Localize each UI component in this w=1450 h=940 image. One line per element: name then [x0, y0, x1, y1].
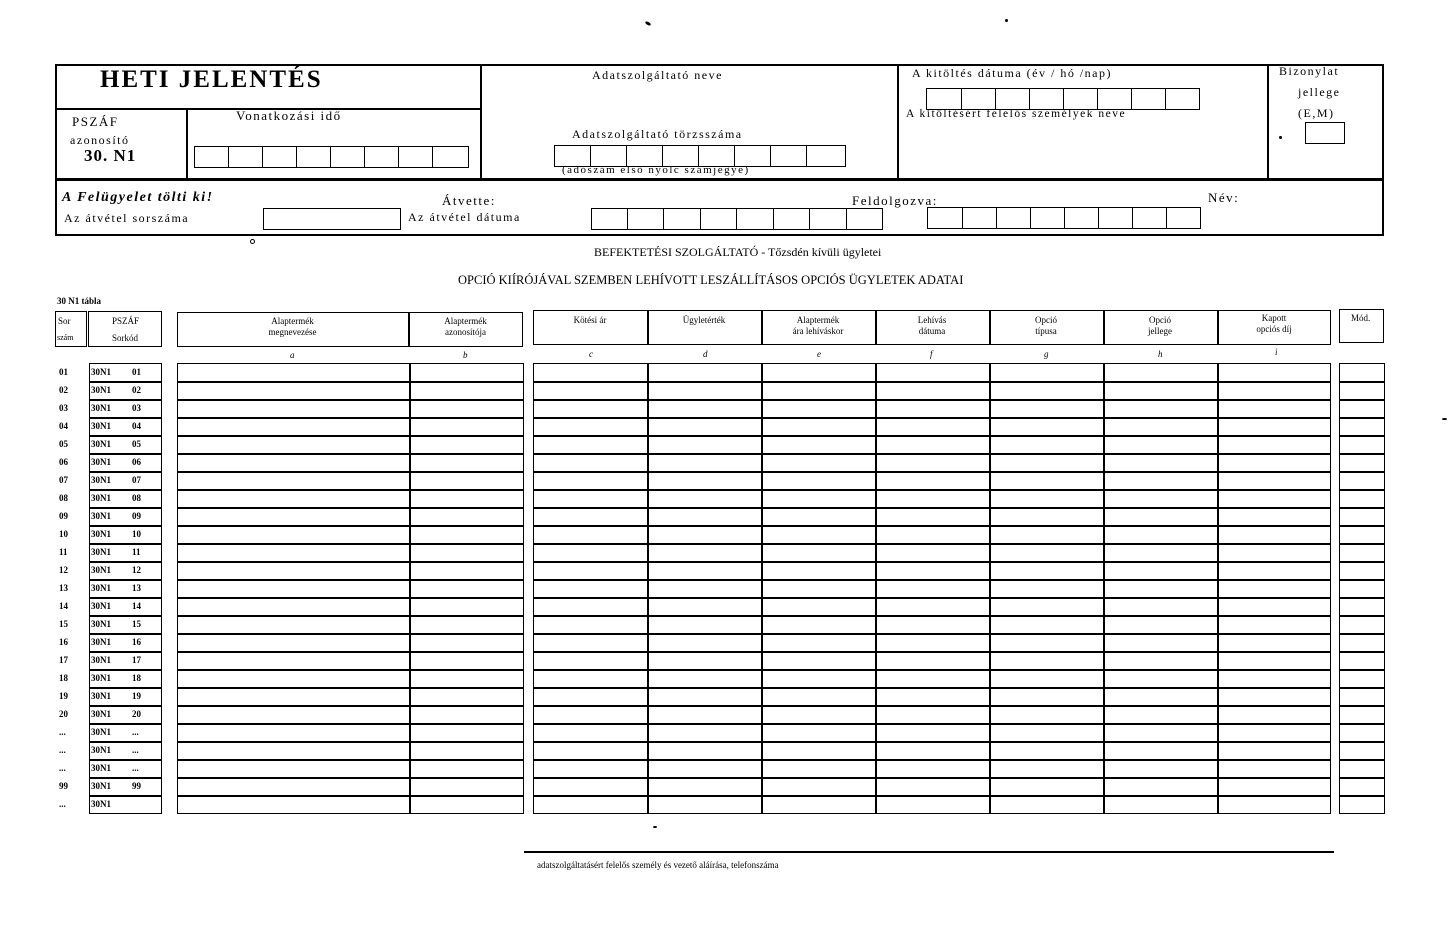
row-number: 04: [59, 421, 68, 431]
table-row[interactable]: [177, 687, 1385, 705]
table-row[interactable]: [177, 633, 1385, 651]
row-number: 10: [59, 529, 68, 539]
received-date-cells[interactable]: [591, 208, 883, 230]
row-code-suffix: 02: [132, 385, 141, 395]
responsible-label: A kitöltésért felelős személyek neve: [906, 108, 1127, 120]
row-number: 13: [59, 583, 68, 593]
scan-speck: [250, 239, 255, 244]
row-code: 30N1: [91, 745, 111, 755]
row-code: 30N1: [91, 691, 111, 701]
row-number: 07: [59, 475, 68, 485]
azonosito-label: azonosító: [70, 133, 130, 147]
row-number: 16: [59, 637, 68, 647]
table-row[interactable]: [177, 597, 1385, 615]
row-code: 30N1: [91, 565, 111, 575]
provider-reg-note: (adószám első nyolc számjegye): [562, 164, 750, 176]
row-code: 30N1: [91, 475, 111, 485]
table-row[interactable]: [177, 381, 1385, 399]
row-code-suffix: 13: [132, 583, 141, 593]
section-title: BEFEKTETÉSI SZOLGÁLTATÓ - Tőzsdén kívüli ügyletei: [594, 245, 882, 259]
row-code-suffix: 14: [132, 601, 141, 611]
row-number: 06: [59, 457, 68, 467]
row-number: 09: [59, 511, 68, 521]
row-code-suffix: 03: [132, 403, 141, 413]
row-code: 30N1: [91, 385, 111, 395]
row-code-suffix: 12: [132, 565, 141, 575]
supervision-title: A Felügyelet tölti ki!: [62, 190, 214, 205]
row-code: 30N1: [91, 403, 111, 413]
row-code-suffix: 20: [132, 709, 141, 719]
row-code-suffix: ...: [132, 763, 139, 773]
row-code: 30N1: [91, 601, 111, 611]
table-row[interactable]: [177, 615, 1385, 633]
fill-date-label: A kitöltés dátuma (év / hó /nap): [912, 66, 1112, 80]
processed-date-cells[interactable]: [927, 207, 1201, 229]
row-number: ...: [59, 799, 66, 809]
table-row[interactable]: [177, 417, 1385, 435]
table-row[interactable]: [177, 399, 1385, 417]
row-code: 30N1: [91, 457, 111, 467]
received-date-label: Az átvétel dátuma: [408, 210, 521, 224]
row-number: 19: [59, 691, 68, 701]
row-code-suffix: 10: [132, 529, 141, 539]
row-code-suffix: ...: [132, 745, 139, 755]
scan-speck: [1005, 19, 1008, 22]
processed-label: Feldolgozva:: [852, 193, 938, 208]
row-code: 30N1: [91, 493, 111, 503]
row-code: 30N1: [91, 673, 111, 683]
reference-period-label: Vonatkozási idő: [236, 108, 342, 123]
table-row[interactable]: [177, 741, 1385, 759]
table-row[interactable]: [177, 669, 1385, 687]
scan-speck: [1442, 418, 1447, 420]
row-number: 99: [59, 781, 68, 791]
serial-input[interactable]: [263, 208, 401, 230]
signature-line: [524, 851, 1334, 853]
table-row[interactable]: [177, 759, 1385, 777]
row-code-suffix: 01: [132, 367, 141, 377]
reference-period-cells[interactable]: [194, 146, 469, 168]
row-number: 20: [59, 709, 68, 719]
row-code-suffix: 16: [132, 637, 141, 647]
provider-name-label: Adatszolgáltató neve: [592, 68, 723, 82]
row-code-suffix: 15: [132, 619, 141, 629]
row-code: 30N1: [91, 655, 111, 665]
row-code: 30N1: [91, 763, 111, 773]
row-code: 30N1: [91, 709, 111, 719]
row-number: 18: [59, 673, 68, 683]
doc-type-input[interactable]: [1305, 122, 1345, 144]
row-number: 14: [59, 601, 68, 611]
row-code: 30N1: [91, 547, 111, 557]
fill-date-cells[interactable]: [926, 88, 1200, 110]
table-row[interactable]: [177, 705, 1385, 723]
row-code: 30N1: [91, 511, 111, 521]
serial-label: Az átvétel sorszáma: [64, 211, 190, 225]
table-row[interactable]: [177, 507, 1385, 525]
row-code-suffix: 11: [132, 547, 141, 557]
row-code-suffix: 09: [132, 511, 141, 521]
name-label: Név:: [1208, 190, 1240, 205]
row-code: 30N1: [91, 781, 111, 791]
row-number: ...: [59, 745, 66, 755]
table-label: 30 N1 tábla: [57, 296, 102, 306]
row-code-suffix: 05: [132, 439, 141, 449]
row-code: 30N1: [91, 799, 111, 809]
doc-type-label: Bizonylat: [1279, 64, 1340, 78]
table-row[interactable]: [177, 777, 1385, 795]
doc-type-label-2: jellege: [1298, 85, 1341, 99]
table-row[interactable]: [177, 489, 1385, 507]
table-title: OPCIÓ KIÍRÓJÁVAL SZEMBEN LEHÍVOTT LESZÁLLÍTÁSOS OPCIÓS ÜGYLETEK ADATAI: [458, 273, 964, 287]
row-code-suffix: 18: [132, 673, 141, 683]
table-row[interactable]: [177, 723, 1385, 741]
row-number: 11: [59, 547, 68, 557]
row-code: 30N1: [91, 583, 111, 593]
doc-type-label-3: (E,M): [1298, 106, 1335, 120]
row-number: ...: [59, 763, 66, 773]
report-title: HETI JELENTÉS: [100, 66, 323, 93]
row-number: 05: [59, 439, 68, 449]
row-number: ...: [59, 727, 66, 737]
row-code-suffix: 08: [132, 493, 141, 503]
row-code: 30N1: [91, 637, 111, 647]
row-number: 15: [59, 619, 68, 629]
table-row[interactable]: [177, 435, 1385, 453]
row-code-suffix: 17: [132, 655, 141, 665]
row-number: 17: [59, 655, 68, 665]
row-code-suffix: 19: [132, 691, 141, 701]
pszaf-label: PSZÁF: [72, 114, 119, 129]
row-number: 01: [59, 367, 68, 377]
table-row[interactable]: [177, 453, 1385, 471]
table-row[interactable]: [177, 795, 1385, 813]
row-code-suffix: 07: [132, 475, 141, 485]
row-code: 30N1: [91, 439, 111, 449]
table-row[interactable]: [177, 471, 1385, 489]
row-code-suffix: 99: [132, 781, 141, 791]
row-code-suffix: 04: [132, 421, 141, 431]
table-row[interactable]: [177, 579, 1385, 597]
row-code-suffix: 06: [132, 457, 141, 467]
row-code: 30N1: [91, 529, 111, 539]
row-code-suffix: ...: [132, 727, 139, 737]
table-row[interactable]: [177, 651, 1385, 669]
row-code: 30N1: [91, 367, 111, 377]
table-row[interactable]: [177, 561, 1385, 579]
scan-speck: [645, 21, 652, 27]
row-number: 12: [59, 565, 68, 575]
scan-speck: [1279, 136, 1282, 139]
table-row[interactable]: [177, 543, 1385, 561]
row-code: 30N1: [91, 619, 111, 629]
header-divider: [55, 178, 1384, 181]
provider-reg-label: Adatszolgáltató törzsszáma: [572, 127, 743, 141]
row-number: 03: [59, 403, 68, 413]
table-row[interactable]: [177, 363, 1385, 381]
form-code: 30. N1: [84, 146, 137, 165]
scan-speck: [653, 826, 657, 828]
row-number: 02: [59, 385, 68, 395]
row-code: 30N1: [91, 727, 111, 737]
row-number: 08: [59, 493, 68, 503]
table-row[interactable]: [177, 525, 1385, 543]
received-label: Átvette:: [442, 193, 496, 208]
row-code: 30N1: [91, 421, 111, 431]
signature-label: adatszolgáltatásért felelős személy és vezető aláírása, telefonszáma: [537, 860, 779, 870]
